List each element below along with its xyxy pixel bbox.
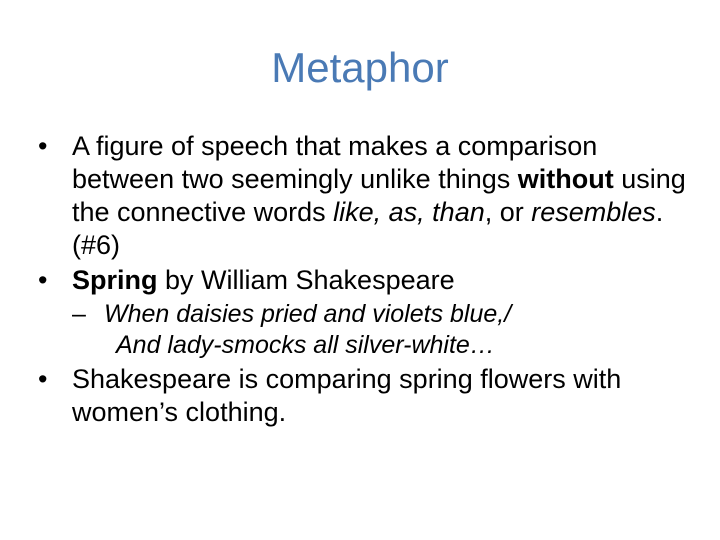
dash-bullet-icon: –: [72, 300, 86, 328]
slide-body: [36, 130, 686, 431]
definition-bold-without: without: [517, 164, 614, 194]
explanation-text: Shakespeare is comparing spring flowers with women’s clothing.: [72, 364, 622, 427]
bullet-point-icon: •: [38, 265, 48, 295]
definition-text-d: . (#6): [72, 197, 664, 260]
bullet-point-icon: •: [38, 131, 48, 161]
poem-title: Spring: [72, 265, 158, 295]
definition-italic-resembles: resembles: [531, 197, 656, 227]
definition-text-b: using the connective words: [72, 164, 686, 227]
bullet-example-source: [36, 264, 686, 297]
definition-italic-words: like, as, than: [333, 197, 485, 227]
bullet-explanation: [36, 363, 686, 429]
bullet-definition: [36, 130, 686, 262]
definition-text-a: A figure of speech that makes a comparison between two seemingly unlike things: [72, 131, 598, 194]
poem-line-1: When daisies pried and violets blue,/: [104, 300, 512, 328]
definition-text-c: , or: [484, 197, 532, 227]
poem-author: by William Shakespeare: [157, 265, 455, 295]
poem-quote: [36, 299, 686, 361]
poem-line-2: And lady-smocks all silver-white…: [116, 331, 495, 359]
bullet-point-icon: •: [38, 364, 48, 394]
slide-title: Metaphor: [271, 44, 449, 91]
